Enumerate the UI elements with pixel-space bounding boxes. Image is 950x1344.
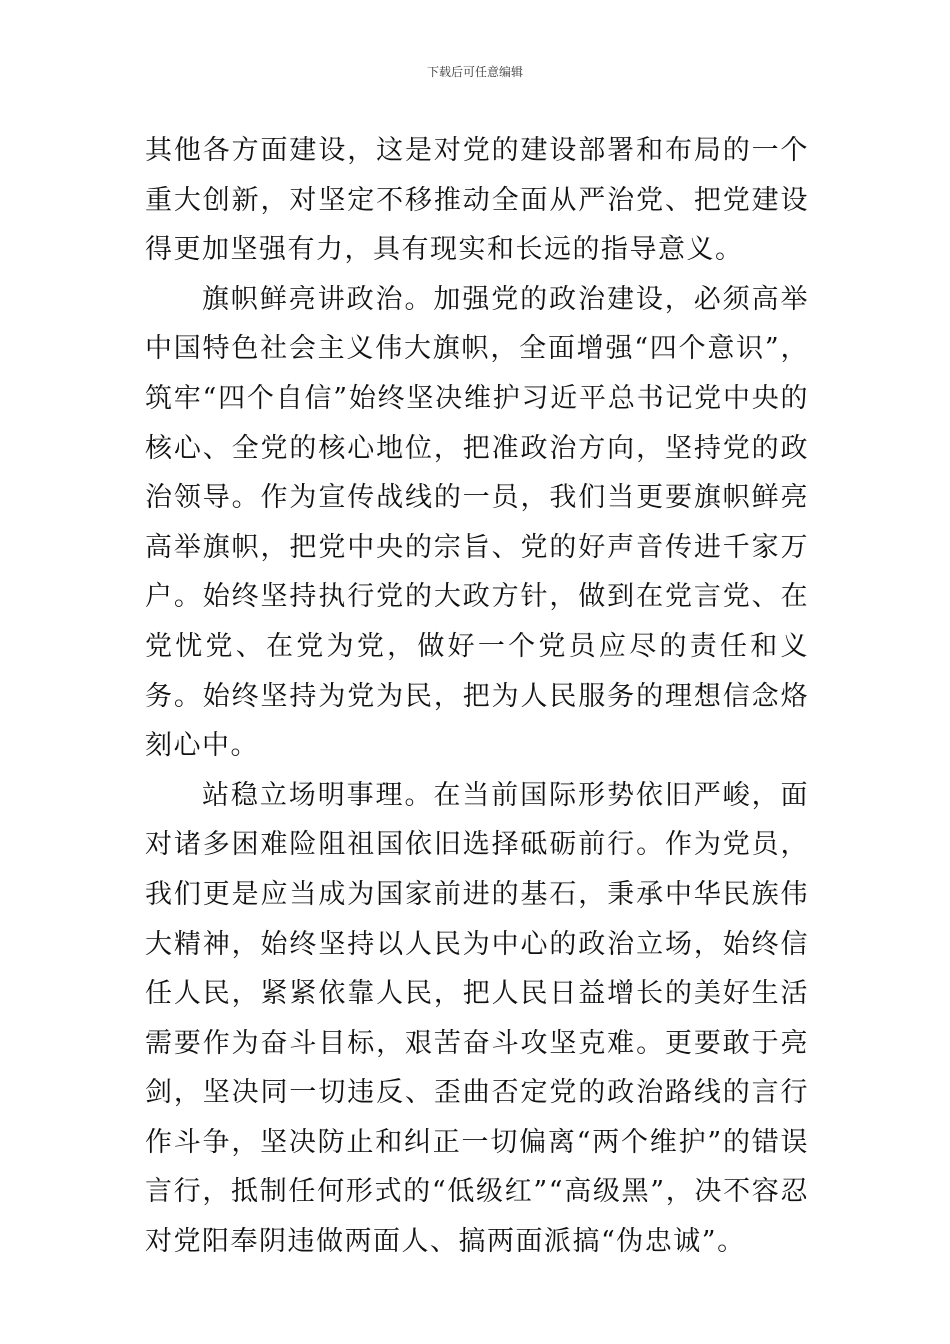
- page-header: 下载后可任意编辑: [426, 65, 523, 79]
- document-body: [145, 126, 809, 1267]
- paragraph-firm-stance: 站稳立场明事理。在当前国际形势依旧严峻，面对诸多困难险阻祖国依旧选择砥砺前行。作为党员，我们更是应当成为国家前进的基石，秉承中华民族伟大精神，始终坚持以人民为中心的政治立场，始终信任人民，紧紧依靠人民，把人民日益增长的美好生活需要作为奋斗目标，艰苦奋斗攻坚克难。更要敢于亮剑，坚决同一切违反、歪曲否定党的政治路线的言行作斗争，坚决防止和纠正一切偏离“两个维护”的错误言行，抵制任何形式的“低级红”“高级黑”，决不容忍对党阳奉阴违做两面人、搞两面派搞“伪忠诚”。: [145, 779, 809, 1258]
- paragraph-continuation: 其他各方面建设，这是对党的建设部署和布局的一个重大创新，对坚定不移推动全面从严治党、把党建设得更加坚强有力，具有现实和长远的指导意义。: [145, 135, 809, 266]
- paragraph-political-banner: 旗帜鲜亮讲政治。加强党的政治建设，必须高举中国特色社会主义伟大旗帜，全面增强“四个意识”，筑牢“四个自信”始终坚决维护习近平总书记党中央的核心、全党的核心地位，把准政治方向，坚持党的政治领导。作为宣传战线的一员，我们当更要旗帜鲜亮高举旗帜，把党中央的宗旨、党的好声音传进千家万户。始终坚持执行党的大政方针，做到在党言党、在党忧党、在党为党，做好一个党员应尽的责任和义务。始终坚持为党为民，把为人民服务的理想信念烙刻心中。: [145, 283, 809, 762]
